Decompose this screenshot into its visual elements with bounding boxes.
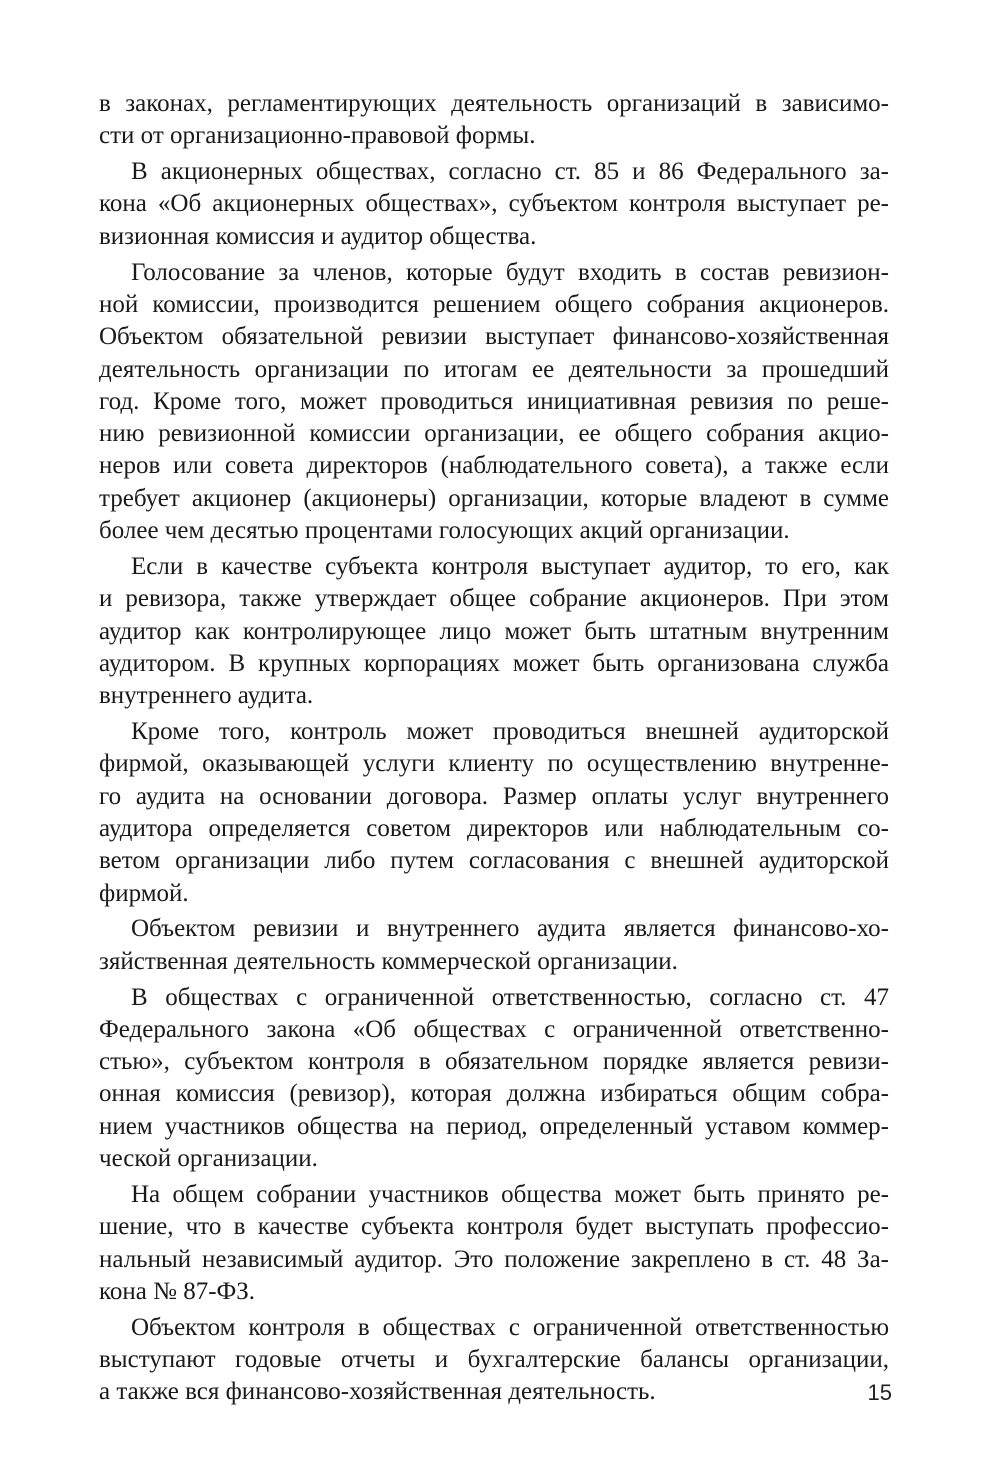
text-line: ветом организации либо путем согласования с внешней аудиторской — [99, 847, 889, 875]
text-line: стью», субъектом контроля в обязательном порядке является ревизи- — [99, 1048, 889, 1076]
text-line: Кроме того, контроль может проводиться внешней аудиторской — [131, 718, 889, 746]
text-line: ной комиссии, производится решением общего собрания акционеров. — [99, 290, 889, 318]
paragraph-3 — [99, 257, 889, 548]
body-text — [99, 88, 889, 1412]
page-number: 15 — [867, 1380, 892, 1405]
text-line: аудитором. В крупных корпорациях может быть организована служба — [99, 649, 889, 677]
paragraph-8 — [99, 1179, 889, 1308]
text-line: визионная комиссия и аудитор общества. — [99, 222, 537, 250]
paragraph-4 — [99, 551, 889, 712]
text-line: в законах, регламентирующих деятельность организаций в зависимо- — [99, 90, 889, 117]
text-line: В обществах с ограниченной ответственностью, согласно ст. 47 — [131, 983, 889, 1011]
text-line: деятельность организации по итогам ее деятельности за прошедший — [99, 355, 889, 383]
text-line: нальный независимый аудитор. Это положение закреплено в ст. 48 За- — [99, 1245, 889, 1273]
text-line: Объектом контроля в обществах с ограниченной ответственностью — [131, 1313, 889, 1341]
text-line: Голосование за членов, которые будут входить в состав ревизион- — [131, 258, 889, 286]
text-line: В акционерных обществах, согласно ст. 85 и 86 Федерального за- — [131, 158, 889, 186]
paragraph-7 — [99, 982, 889, 1176]
paragraph-1 — [99, 88, 889, 153]
text-line: внутреннего аудита. — [99, 682, 314, 710]
text-line: выступают годовые отчеты и бухгалтерские балансы организации, — [99, 1346, 889, 1374]
text-line: Если в качестве субъекта контроля выступает аудитор, то его, как — [131, 552, 889, 580]
text-line: онная комиссия (ревизор), которая должна избираться общим собра- — [99, 1080, 889, 1108]
paragraph-9 — [99, 1312, 889, 1409]
text-line: Федерального закона «Об обществах с ограниченной ответственно- — [99, 1015, 889, 1043]
text-line: и ревизора, также утверждает общее собрание акционеров. При этом — [99, 585, 889, 613]
text-line: а также вся финансово-хозяйственная деятельность. — [99, 1378, 656, 1406]
text-line: аудитора определяется советом директоров или наблюдательным со- — [99, 814, 889, 842]
text-line: зяйственная деятельность коммерческой организации. — [99, 947, 678, 975]
text-line: сти от организационно-правовой формы. — [99, 122, 536, 150]
text-line: нием участников общества на период, определенный уставом коммер- — [99, 1112, 889, 1140]
text-line: кона № 87-ФЗ. — [99, 1277, 256, 1305]
text-line: год. Кроме того, может проводиться инициативная ревизия по реше- — [99, 387, 889, 415]
text-line: более чем десятью процентами голосующих акций организации. — [99, 517, 790, 545]
text-line: фирмой. — [99, 879, 189, 907]
text-line: го аудита на основании договора. Размер оплаты услуг внутреннего — [99, 782, 889, 810]
text-line: ческой организации. — [99, 1145, 318, 1173]
text-line: требует акционер (акционеры) организации, которые владеют в сумме — [99, 484, 889, 512]
paragraph-6 — [99, 913, 889, 978]
paragraph-5 — [99, 716, 889, 910]
text-line: кона «Об акционерных обществах», субъектом контроля выступает ре- — [99, 190, 889, 218]
text-line: На общем собрании участников общества может быть принято ре- — [131, 1180, 889, 1208]
text-line: шение, что в качестве субъекта контроля будет выступать профессио- — [99, 1213, 889, 1241]
text-line: фирмой, оказывающей услуги клиенту по осуществлению внутренне- — [99, 750, 889, 778]
text-line: нию ревизионной комиссии организации, ее общего собрания акцио- — [99, 420, 889, 448]
text-line: аудитор как контролирующее лицо может быть штатным внутренним — [99, 617, 889, 645]
text-line: Объектом обязательной ревизии выступает финансово-хозяйственная — [99, 323, 889, 351]
text-line: Объектом ревизии и внутреннего аудита является финансово-хо- — [131, 915, 889, 943]
text-line: неров или совета директоров (наблюдательного совета), а также если — [99, 452, 889, 480]
paragraph-2 — [99, 156, 889, 253]
